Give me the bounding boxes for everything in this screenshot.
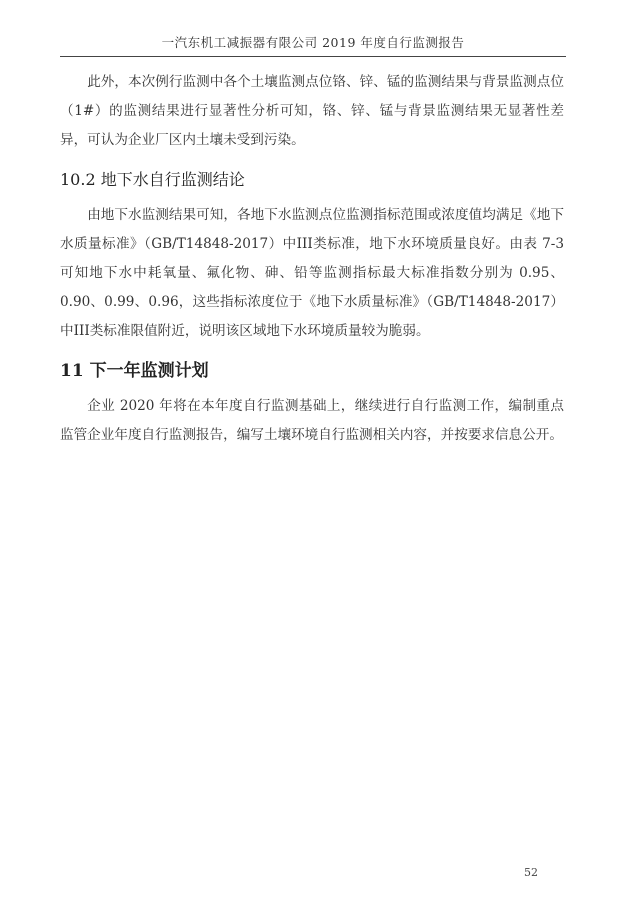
intro-paragraph: 此外，本次例行监测中各个土壤监测点位铬、锌、锰的监测结果与背景监测点位（1#）的监测结果进行显著性分析可知，铬、锌、锰与背景监测结果无显著性差异，可认为企业厂区内土壤未受到污染。	[60, 74, 564, 148]
section-heading-next-year-plan: 11 下一年监测计划	[60, 361, 209, 381]
next-year-plan-paragraph: 企业 2020 年将在本年度自行监测基础上，继续进行自行监测工作，编制重点监管企业年度自行监测报告，编写土壤环境自行监测相关内容，并按要求信息公开。	[60, 398, 564, 443]
page-number: 52	[524, 866, 538, 879]
groundwater-paragraph: 由地下水监测结果可知，各地下水监测点位监测指标范围或浓度值均满足《地下水质量标准》（GB/T14848-2017）中III类标准，地下水环境质量良好。由表 7-3 可知地下水中耗氧量、氟化物、砷、铅等监测指标最大标准指数分别为 0.95、0.90、0.99、0.96，这些指标浓度位于《地下水质量标准》（GB/T14848-2017）中III类标准限值附近，说明该区域地下水环境质量较为脆弱。	[60, 207, 564, 339]
header-title: 一汽东机工减振器有限公司 2019 年度自行监测报告	[161, 35, 465, 50]
section-heading-groundwater: 10.2 地下水自行监测结论	[60, 170, 245, 189]
page-header	[60, 30, 566, 57]
document-body	[60, 68, 564, 450]
